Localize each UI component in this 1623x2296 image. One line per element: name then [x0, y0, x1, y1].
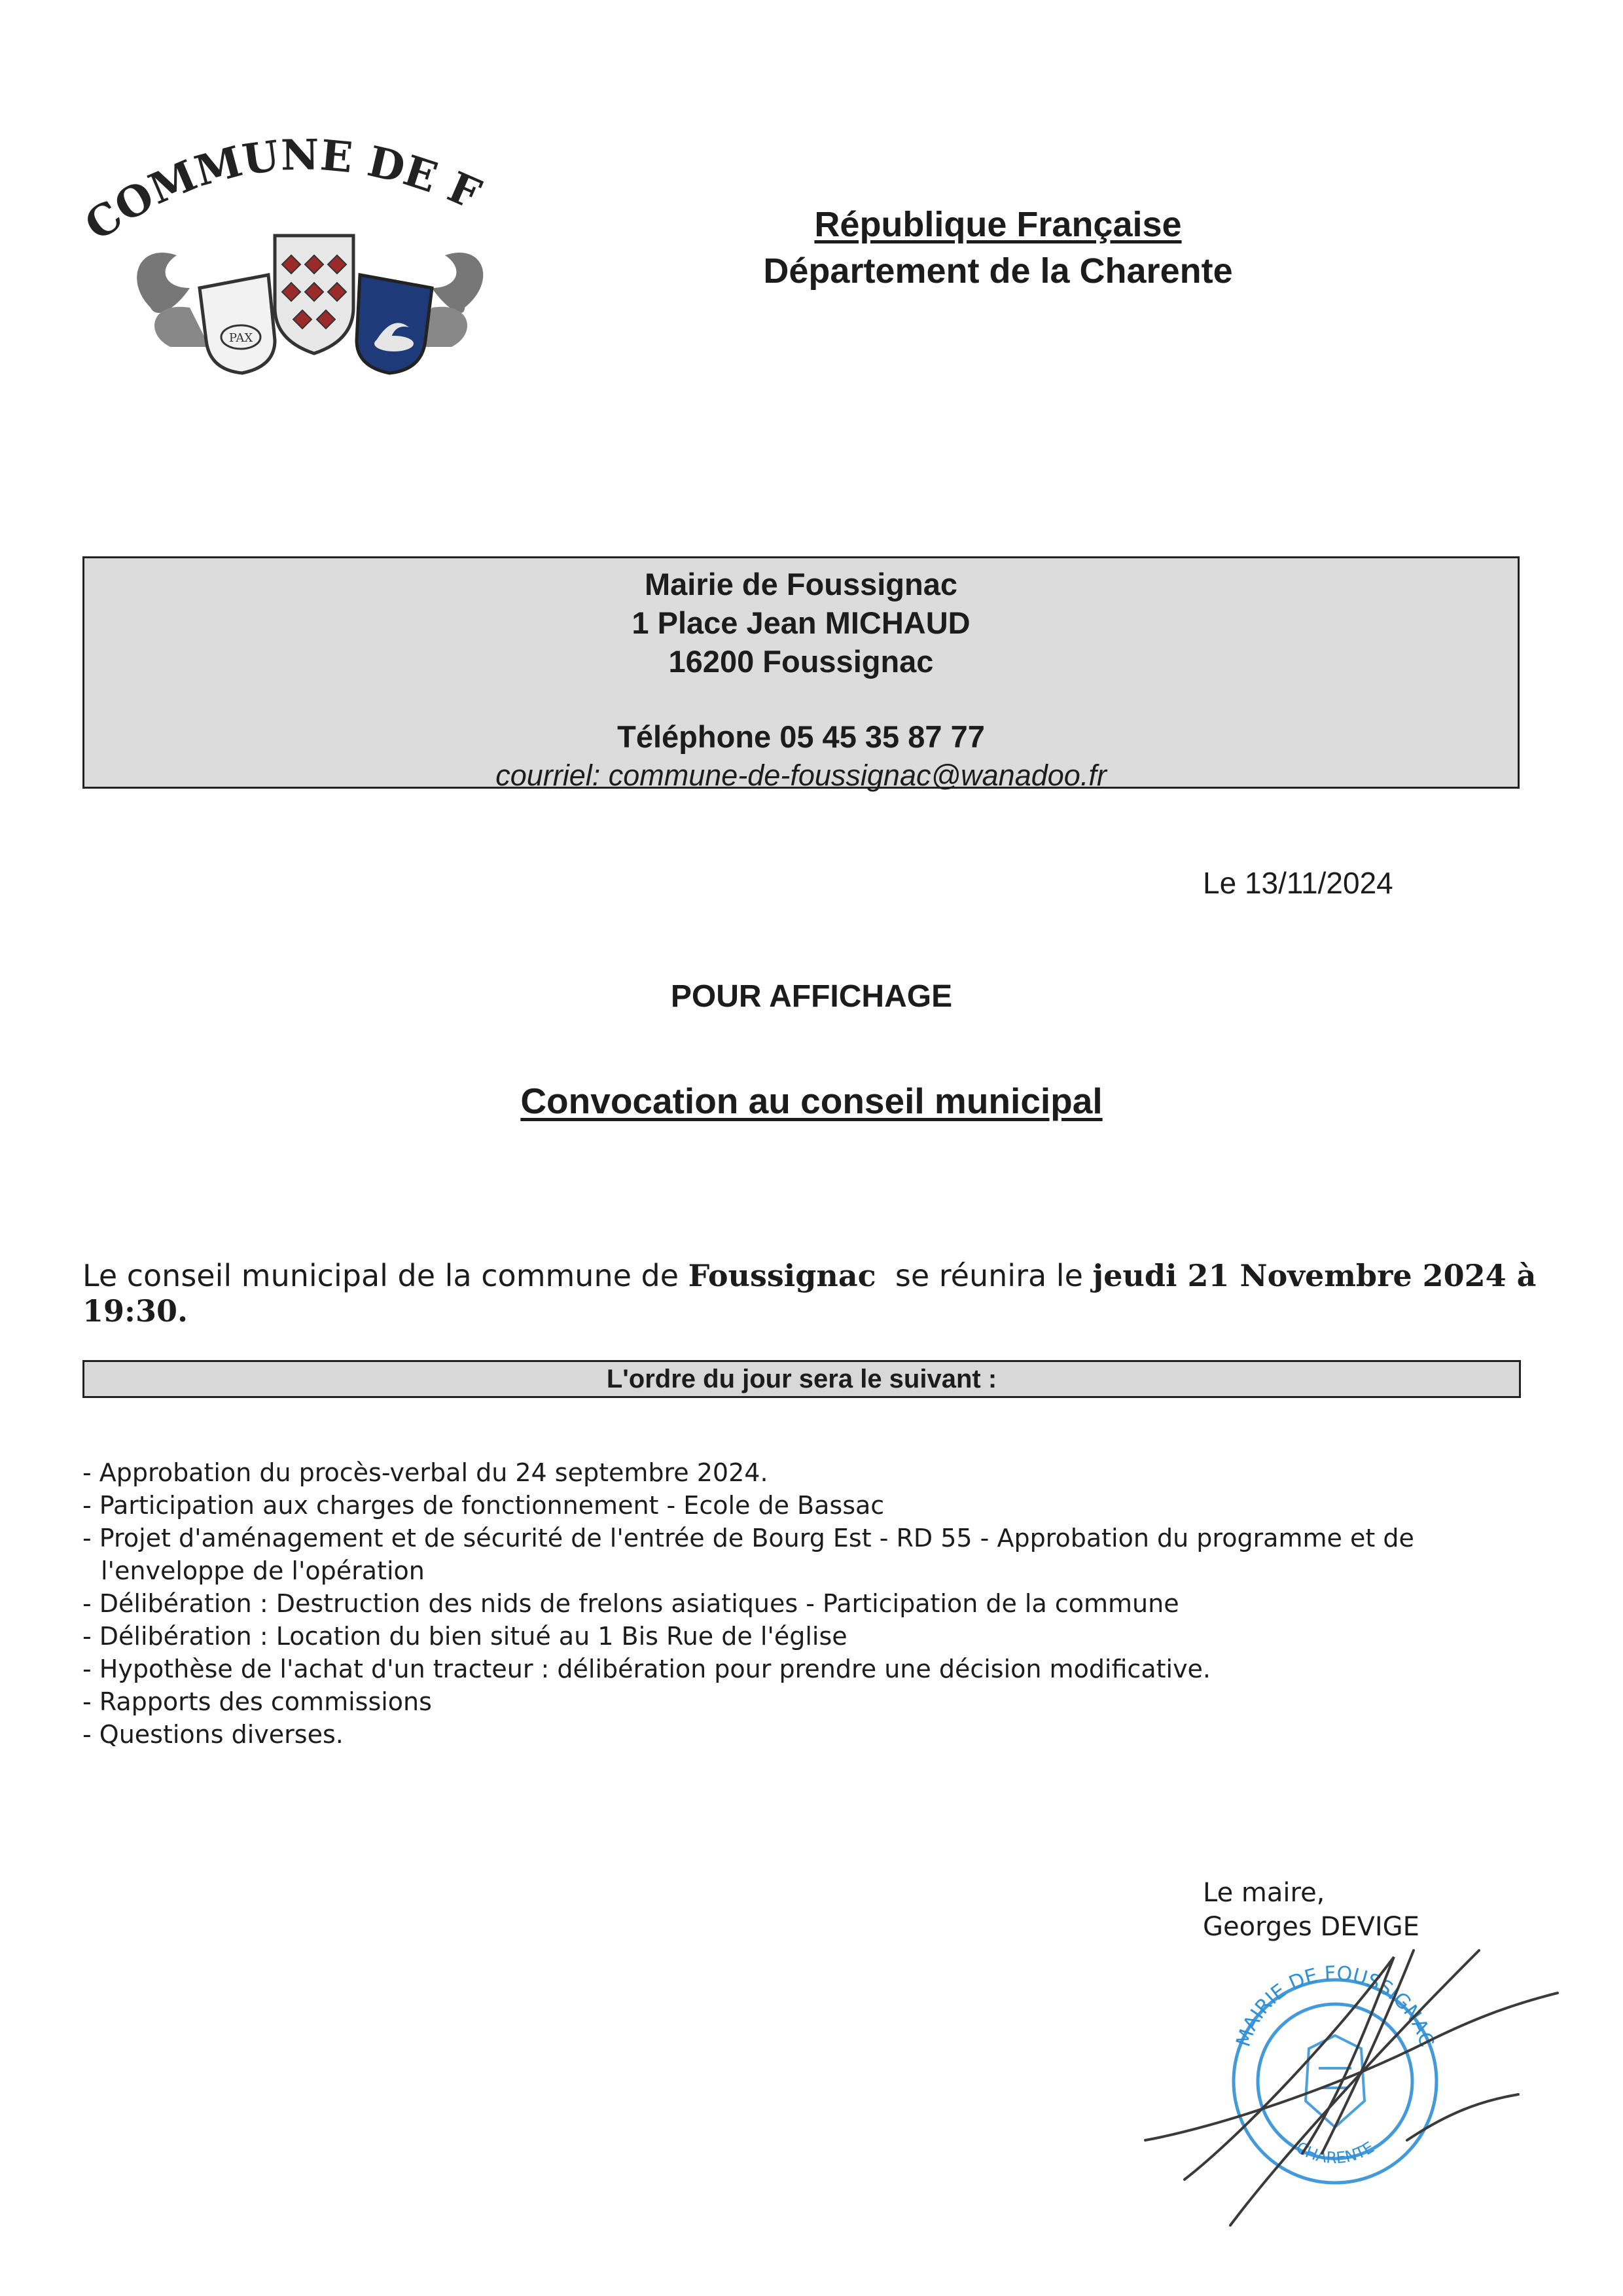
address-box — [82, 556, 1520, 792]
svg-text:COMMUNE DE FOUSSIGNAC — [79, 111, 488, 251]
agenda-list — [82, 1456, 1555, 1751]
meeting-commune: Foussignac — [688, 1258, 876, 1293]
svg-text:CHARENTE — [1293, 2138, 1377, 2168]
logo-text: COMMUNE DE F — [79, 130, 488, 251]
maire-role: Le maire, — [1203, 1878, 1325, 1908]
mairie-city: 16200 Foussignac — [668, 644, 934, 679]
agenda-item: - Projet d'aménagement et de sécurité de l'entrée de Bourg Est - RD 55 - Approbation du programme et de l'enveloppe de l'opération — [82, 1524, 1414, 1585]
official-stamp — [1139, 1937, 1571, 2238]
agenda-item: - Délibération : Location du bien situé au 1 Bis Rue de l'église — [82, 1622, 847, 1651]
agenda-item: - Participation aux charges de fonctionnement - Ecole de Bassac — [82, 1491, 885, 1520]
departement-heading: Département de la Charente — [763, 251, 1233, 291]
agenda-item: - Rapports des commissions — [82, 1687, 432, 1716]
stamp-top-text: MAIRIE DE FOUSSIGNAC — [1232, 1962, 1438, 2050]
meeting-middle: se réunira le — [876, 1258, 1093, 1293]
document-title: Convocation au conseil municipal — [520, 1081, 1103, 1121]
agenda-item: - Délibération : Destruction des nids de frelons asiatiques - Participation de la commune — [82, 1589, 1179, 1618]
mairie-email: courriel: commune-de-foussignac@wanadoo.fr — [495, 759, 1107, 792]
agenda-item: - Hypothèse de l'achat d'un tracteur : délibération pour prendre une décision modificative. — [82, 1655, 1211, 1683]
republique-heading: République Française — [814, 205, 1182, 244]
logo-pax: PAX — [228, 331, 253, 345]
mairie-phone: Téléphone 05 45 35 87 77 — [617, 719, 985, 754]
mairie-name: Mairie de Foussignac — [645, 567, 957, 601]
affichage-label: POUR AFFICHAGE — [670, 979, 953, 1014]
signature-block — [1203, 1876, 1419, 1944]
mairie-street: 1 Place Jean MICHAUD — [632, 605, 971, 640]
meeting-prefix: Le conseil municipal de la commune de — [82, 1258, 688, 1293]
agenda-item: - Questions diverses. — [82, 1720, 344, 1749]
agenda-item: - Approbation du procès-verbal du 24 septembre 2024. — [82, 1458, 768, 1487]
meeting-sentence — [82, 1258, 1555, 1329]
document-date: Le 13/11/2024 — [1203, 866, 1393, 900]
stamp-bottom-text: CHARENTE — [1293, 2138, 1378, 2168]
commune-logo — [79, 111, 576, 386]
ordre-du-jour-heading: L'ordre du jour sera le suivant : — [82, 1360, 1521, 1398]
meeting-when: jeudi 21 Novembre 2024 à 19:30. — [82, 1258, 1537, 1329]
maire-name: Georges DEVIGE — [1203, 1912, 1419, 1942]
